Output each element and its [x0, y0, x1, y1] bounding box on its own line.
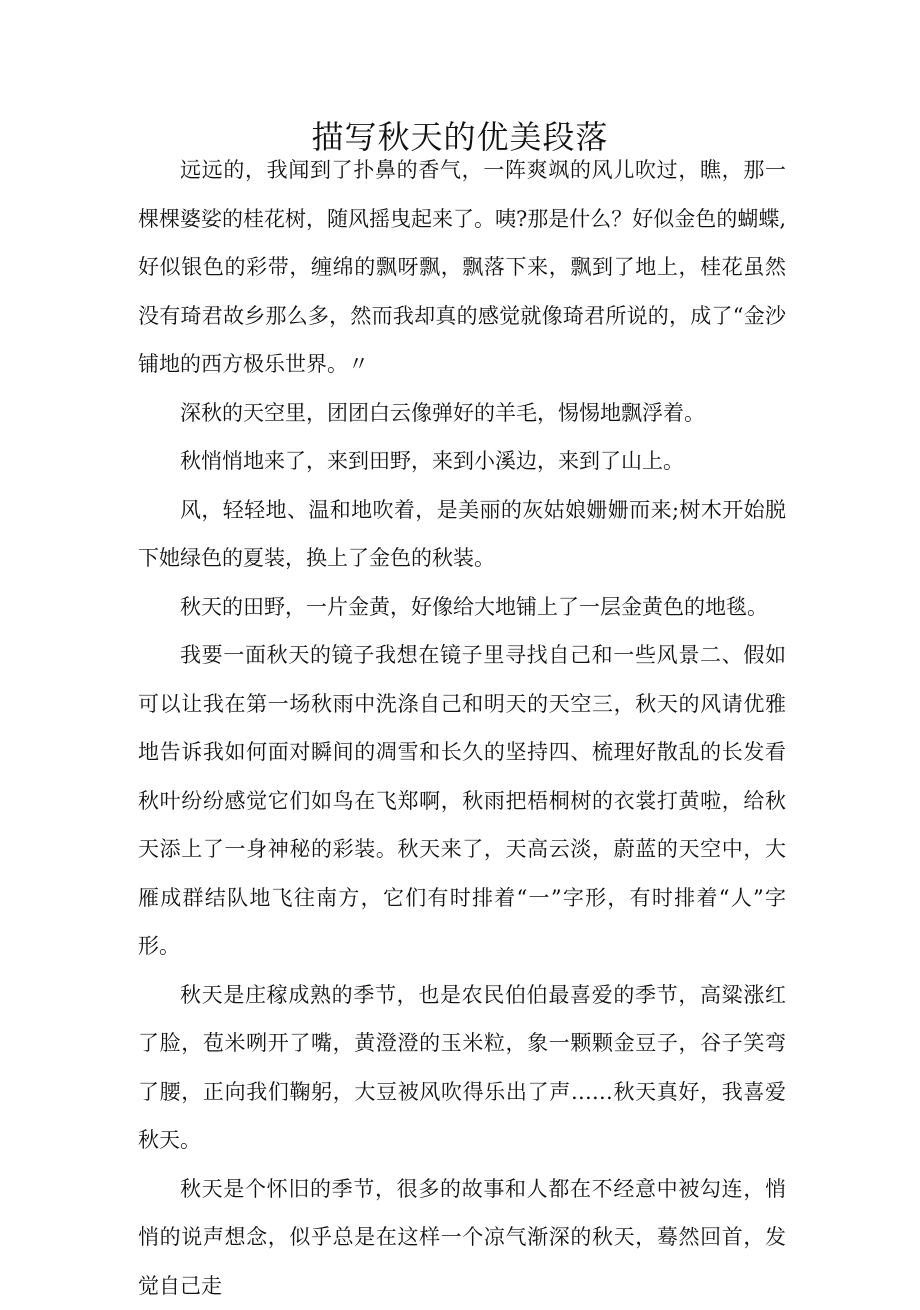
document-title: 描写秋天的优美段落 — [0, 112, 920, 162]
document-body — [138, 146, 786, 1310]
paragraph-3: 秋悄悄地来了，来到田野，来到小溪边，来到了山上。 — [138, 437, 786, 486]
paragraph-1: 远远的，我闻到了扑鼻的香气，一阵爽飒的风儿吹过，瞧，那一棵棵婆娑的桂花树，随风摇曳起来了。咦?那是什么？好似金色的蝴蝶,好似银色的彩带，缠绵的飘呀飘，飘落下来，飘到了地上，桂花虽然没有琦君故乡那么多，然而我却真的感觉就像琦君所说的，成了“金沙铺地的西方极乐世界。〃 — [138, 146, 786, 389]
paragraph-2: 深秋的天空里，团团白云像弹好的羊毛，惕惕地飘浮着。 — [138, 389, 786, 438]
paragraph-4: 风，轻轻地、温和地吹着，是美丽的灰姑娘姗姗而来;树木开始脱下她绿色的夏装，换上了金色的秋装。 — [138, 486, 786, 583]
paragraph-5: 秋天的田野，一片金黄，好像给大地铺上了一层金黄色的地毯。 — [138, 583, 786, 632]
paragraph-8: 秋天是个怀旧的季节，很多的故事和人都在不经意中被勾连，悄悄的说声想念，似乎总是在这样一个凉气渐深的秋天，蓦然回首，发觉自己走 — [138, 1165, 786, 1310]
paragraph-6: 我要一面秋天的镜子我想在镜子里寻找自己和一些风景二、假如可以让我在第一场秋雨中洗涤自己和明天的天空三，秋天的风请优雅地告诉我如何面对瞬间的凋雪和长久的坚持四、梳理好散乱的长发看秋叶纷纷感觉它们如鸟在飞郑啊，秋雨把梧桐树的衣裳打黄啦，给秋天添上了一身神秘的彩装。秋天来了，天高云淡，蔚蓝的天空中，大雁成群结队地飞往南方，它们有时排着“一”字形，有时排着“人”字形。 — [138, 631, 786, 971]
paragraph-7: 秋天是庄稼成熟的季节，也是农民伯伯最喜爱的季节，高粱涨红了脸，苞米咧开了嘴，黄澄澄的玉米粒，象一颗颗金豆子，谷子笑弯了腰，正向我们鞠躬，大豆被风吹得乐出了声……秋天真好，我喜爱秋天。 — [138, 971, 786, 1165]
